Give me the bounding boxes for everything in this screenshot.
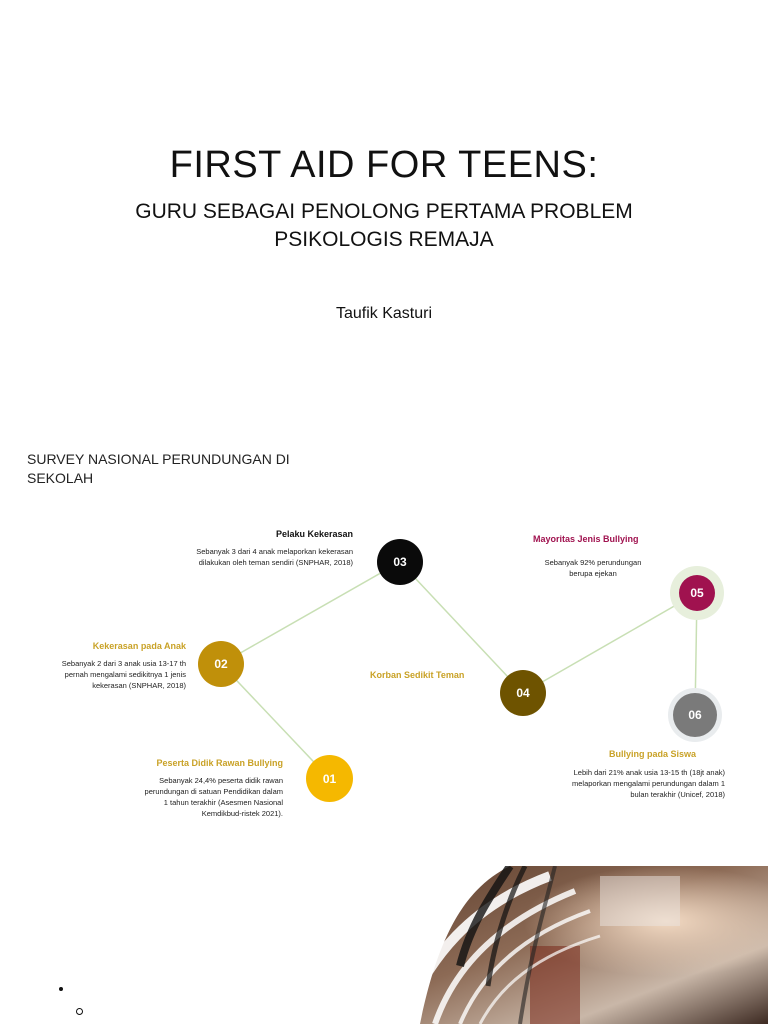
author-name: Taufik Kasturi: [335, 305, 433, 322]
label-01-text: Sebanyak 24,4% peserta didik rawan perundungan di satuan Pendidikan dalam 1 tahun terakhir (Asesmen Nasional Kemdikbud-ristek 2021).: [144, 776, 283, 818]
node-number: 03: [393, 555, 407, 569]
label-04-title: Korban Sedikit Teman: [370, 670, 465, 680]
timeline-node-05: [679, 575, 715, 611]
timeline-node-06: [673, 693, 717, 737]
node-number: 01: [322, 771, 337, 786]
node-number: 05: [690, 586, 704, 600]
label-02-title: Kekerasan pada Anak: [92, 641, 186, 651]
label-03-title: Pelaku Kekerasan: [275, 529, 353, 539]
node-number: 02: [214, 657, 228, 671]
timeline-node-01: [306, 755, 353, 802]
label-05-text: Sebanyak 92% perundungan berupa ejekan: [544, 558, 642, 578]
connector-02-03: [221, 562, 400, 664]
slide-subtitle: GURU SEBAGAI PENOLONG PERTAMA PROBLEM PSIKOLOGIS REMAJA: [135, 200, 633, 251]
label-05-title: Mayoritas Jenis Bullying: [533, 534, 639, 544]
section-heading: SURVEY NASIONAL PERUNDUNGAN DI SEKOLAH: [27, 451, 290, 486]
timeline-node-04: [500, 670, 546, 716]
timeline-node-02: [198, 641, 244, 687]
timeline-node-03: [377, 539, 423, 585]
slide-title: FIRST AID FOR TEENS:: [169, 144, 599, 186]
label-02-text: Sebanyak 2 dari 3 anak usia 13-17 th pernah mengalami sedikitnya 1 jenis kekerasan (SNPHAR, 2018): [61, 659, 186, 690]
brush-photo-image: [360, 866, 768, 1024]
decorative-photo: [360, 866, 768, 1024]
label-03-text: Sebanyak 3 dari 4 anak melaporkan kekerasan dilakukan oleh teman sendiri (SNPHAR, 2018): [196, 547, 353, 567]
label-06-title: Bullying pada Siswa: [609, 749, 697, 759]
label-01-title: Peserta Didik Rawan Bullying: [156, 758, 283, 768]
bullet-level-2: [76, 1008, 83, 1015]
label-06-text: Lebih dari 21% anak usia 13-15 th (18jt anak) melaporkan mengalami perundungan dalam 1 bulan terakhir (Unicef, 2018): [572, 768, 726, 799]
bullet-level-1: [59, 987, 63, 991]
connector-04-05: [523, 593, 697, 693]
node-number: 04: [516, 686, 530, 700]
node-number: 06: [688, 708, 702, 722]
